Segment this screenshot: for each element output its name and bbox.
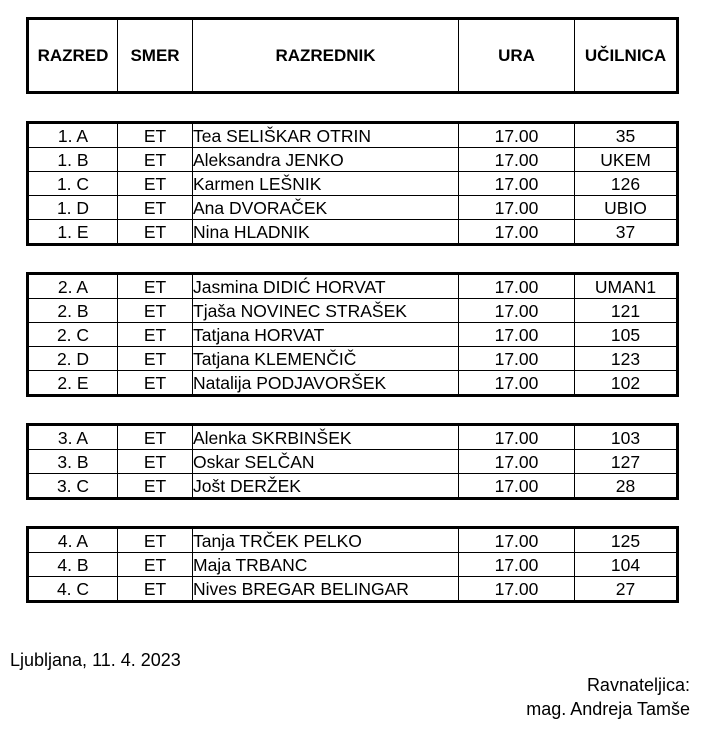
cell-smer: ET [118,425,193,450]
cell-razrednik: Jasmina DIDIĆ HORVAT [193,274,459,299]
header-table [26,17,679,94]
cell-smer: ET [118,474,193,499]
table-row [28,577,678,602]
cell-razrednik: Aleksandra JENKO [193,148,459,172]
cell-smer: ET [118,577,193,602]
cell-ucilnica: 27 [575,577,678,602]
cell-smer: ET [118,450,193,474]
cell-ura: 17.00 [459,172,575,196]
cell-ucilnica: UKEM [575,148,678,172]
cell-ucilnica: 35 [575,123,678,148]
cell-ucilnica: 121 [575,299,678,323]
cell-razred: 3. A [28,425,118,450]
table-row [28,553,678,577]
signature-title: Ravnateljica: [586,675,690,695]
cell-razrednik: Tatjana KLEMENČIČ [193,347,459,371]
cell-ucilnica: 123 [575,347,678,371]
cell-ura: 17.00 [459,347,575,371]
class-group-table [26,272,679,397]
cell-ucilnica: 28 [575,474,678,499]
cell-ura: 17.00 [459,323,575,347]
cell-ucilnica: 126 [575,172,678,196]
table-row [28,323,678,347]
cell-razred: 4. A [28,528,118,553]
header-row [28,19,678,93]
table-row [28,425,678,450]
table-row [28,299,678,323]
cell-razred: 1. E [28,220,118,245]
cell-ucilnica: 125 [575,528,678,553]
cell-razred: 4. C [28,577,118,602]
table-row [28,123,678,148]
signature-name: mag. Andreja Tamše [526,699,690,719]
cell-ucilnica: 37 [575,220,678,245]
cell-razrednik: Nives BREGAR BELINGAR [193,577,459,602]
header-razred: RAZRED [28,19,118,93]
cell-ura: 17.00 [459,450,575,474]
cell-razrednik: Nina HLADNIK [193,220,459,245]
table-row [28,172,678,196]
table-row [28,450,678,474]
cell-ucilnica: 104 [575,553,678,577]
cell-ura: 17.00 [459,148,575,172]
table-row [28,148,678,172]
header-smer: SMER [118,19,193,93]
cell-razred: 1. A [28,123,118,148]
cell-smer: ET [118,299,193,323]
class-group-table [26,423,679,500]
cell-razred: 3. C [28,474,118,499]
cell-razred: 1. B [28,148,118,172]
cell-ura: 17.00 [459,196,575,220]
cell-razred: 2. C [28,323,118,347]
cell-smer: ET [118,123,193,148]
table-row [28,196,678,220]
class-group-table [26,121,679,246]
cell-ura: 17.00 [459,553,575,577]
cell-razred: 1. C [28,172,118,196]
cell-razred: 2. E [28,371,118,396]
cell-smer: ET [118,274,193,299]
cell-razrednik: Tatjana HORVAT [193,323,459,347]
table-row [28,528,678,553]
cell-razrednik: Natalija PODJAVORŠEK [193,371,459,396]
cell-razred: 2. B [28,299,118,323]
table-row [28,220,678,245]
cell-ura: 17.00 [459,123,575,148]
cell-smer: ET [118,553,193,577]
cell-ura: 17.00 [459,528,575,553]
cell-razrednik: Karmen LEŠNIK [193,172,459,196]
cell-smer: ET [118,172,193,196]
table-row [28,474,678,499]
cell-razrednik: Jošt DERŽEK [193,474,459,499]
cell-razrednik: Oskar SELČAN [193,450,459,474]
class-group-table [26,526,679,603]
header-ucilnica: UČILNICA [575,19,678,93]
cell-smer: ET [118,371,193,396]
cell-ucilnica: 102 [575,371,678,396]
cell-smer: ET [118,220,193,245]
cell-ucilnica: 127 [575,450,678,474]
cell-ura: 17.00 [459,274,575,299]
table-row [28,274,678,299]
cell-ura: 17.00 [459,474,575,499]
cell-razred: 1. D [28,196,118,220]
cell-ura: 17.00 [459,299,575,323]
table-row [28,347,678,371]
cell-razrednik: Tea SELIŠKAR OTRIN [193,123,459,148]
cell-razrednik: Ana DVORAČEK [193,196,459,220]
cell-razrednik: Tanja TRČEK PELKO [193,528,459,553]
place-date: Ljubljana, 11. 4. 2023 [10,650,181,670]
cell-smer: ET [118,528,193,553]
cell-razred: 3. B [28,450,118,474]
table-row [28,371,678,396]
cell-razred: 2. D [28,347,118,371]
cell-ucilnica: UMAN1 [575,274,678,299]
cell-razred: 2. A [28,274,118,299]
cell-razrednik: Tjaša NOVINEC STRAŠEK [193,299,459,323]
cell-smer: ET [118,196,193,220]
cell-ucilnica: UBIO [575,196,678,220]
cell-ura: 17.00 [459,220,575,245]
header-ura: URA [459,19,575,93]
cell-ucilnica: 105 [575,323,678,347]
header-razrednik: RAZREDNIK [193,19,459,93]
cell-razrednik: Maja TRBANC [193,553,459,577]
cell-ura: 17.00 [459,371,575,396]
cell-ura: 17.00 [459,425,575,450]
cell-smer: ET [118,347,193,371]
cell-razrednik: Alenka SKRBINŠEK [193,425,459,450]
cell-smer: ET [118,148,193,172]
cell-razred: 4. B [28,553,118,577]
cell-ucilnica: 103 [575,425,678,450]
cell-smer: ET [118,323,193,347]
cell-ura: 17.00 [459,577,575,602]
